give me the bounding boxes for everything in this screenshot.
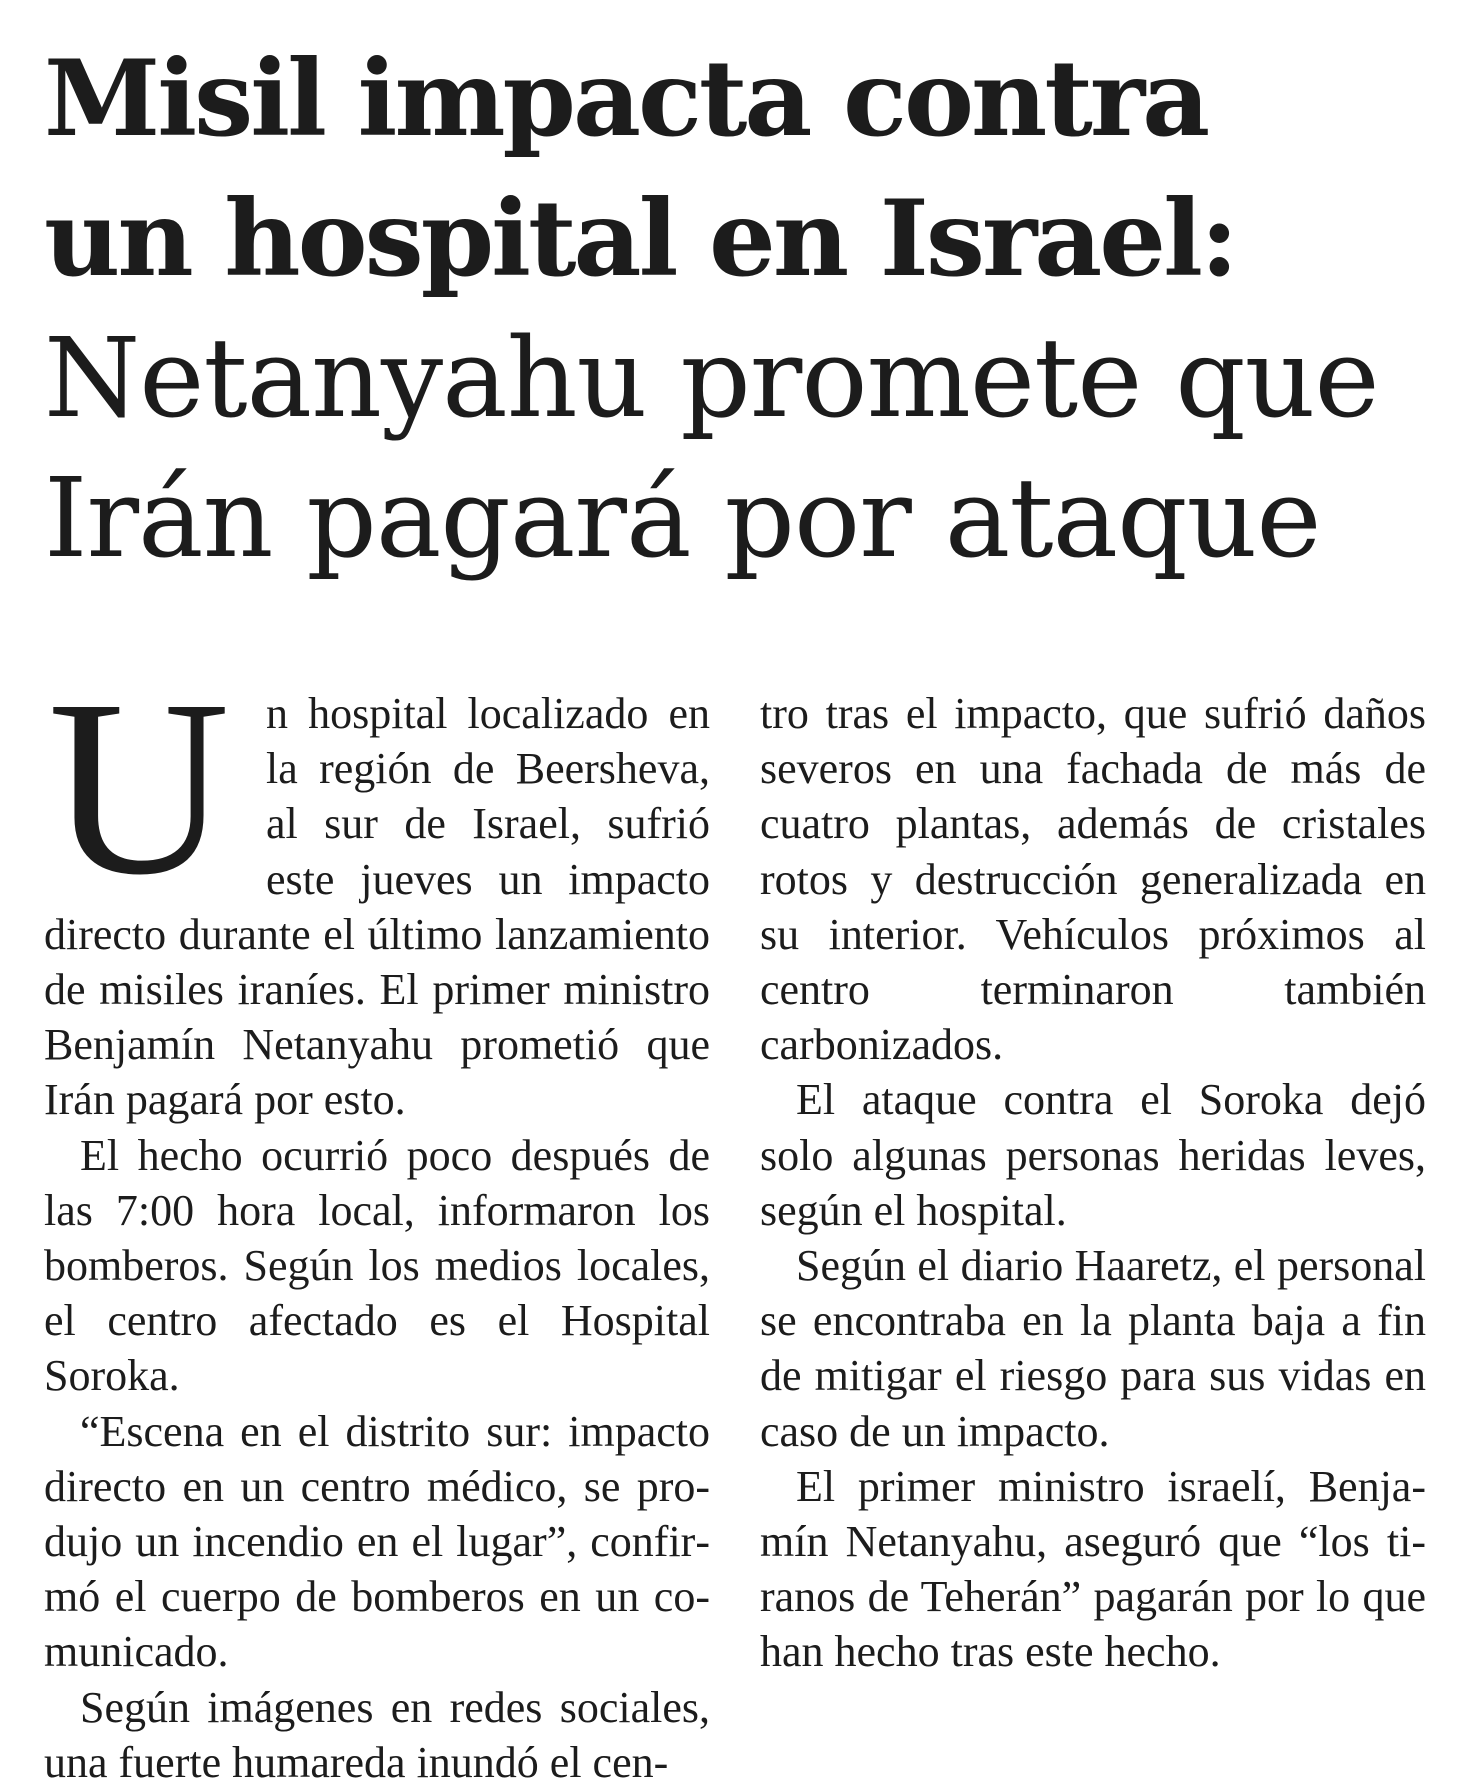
subheadline-line-2: Irán pagará por ataque [44, 454, 1321, 582]
article-paragraph-1 [44, 647, 710, 1128]
article-paragraph-4-end: tro tras el impacto, que sufrió daños severos en una fachada de más de cuatro plantas, además de cristales rotos y destrucción generalizada en su interior. Vehículos próximos al centro terminaron también carbonizados. [760, 689, 1426, 1070]
subheadline-line-1: Netanyahu promete que [44, 314, 1379, 442]
headline [44, 28, 1434, 588]
article-paragraph-2: El hecho ocurrió poco después de las 7:00 hora local, informaron los bomberos. Según los medios locales, el centro afectado es el Hospital Soroka. [44, 1130, 710, 1401]
article-paragraph-7: El primer ministro israelí, Benjamín Netanyahu, aseguró que “los tiranos de Teherán” pagarán por lo que han hecho tras este hecho. [760, 1461, 1426, 1677]
paragraph-1-text: n hospital localizado en la región de Beersheva, al sur de Israel, sufrió este jueves un impacto directo durante el último lanzamiento de misiles iraníes. El primer ministro Benjamín Netanyahu prometió que Irán pagará por esto. [44, 689, 710, 1125]
article-column-right [760, 686, 1426, 1680]
headline-line-2: un hospital en Israel: [44, 176, 1236, 300]
article-paragraph-3: “Escena en el distrito sur: impacto directo en un centro médico, se produjo un incendio en el lugar”, confirmó el cuerpo de bomberos en un comunicado. [44, 1406, 710, 1677]
drop-cap: U [48, 647, 230, 927]
article-paragraph-5: El ataque contra el Soroka dejó solo algunas personas heridas leves, según el hospital. [760, 1075, 1426, 1235]
article-paragraph-4-start: Según imágenes en redes sociales, una fuerte humareda inundó el cen- [44, 1682, 710, 1787]
article-paragraph-6: Según el diario Haaretz, el personal se encontraba en la planta baja a fin de mitigar el riesgo para sus vidas en caso de un impacto. [760, 1241, 1426, 1456]
headline-line-1: Misil impacta contra [44, 36, 1208, 160]
article-column-left [44, 647, 710, 1790]
